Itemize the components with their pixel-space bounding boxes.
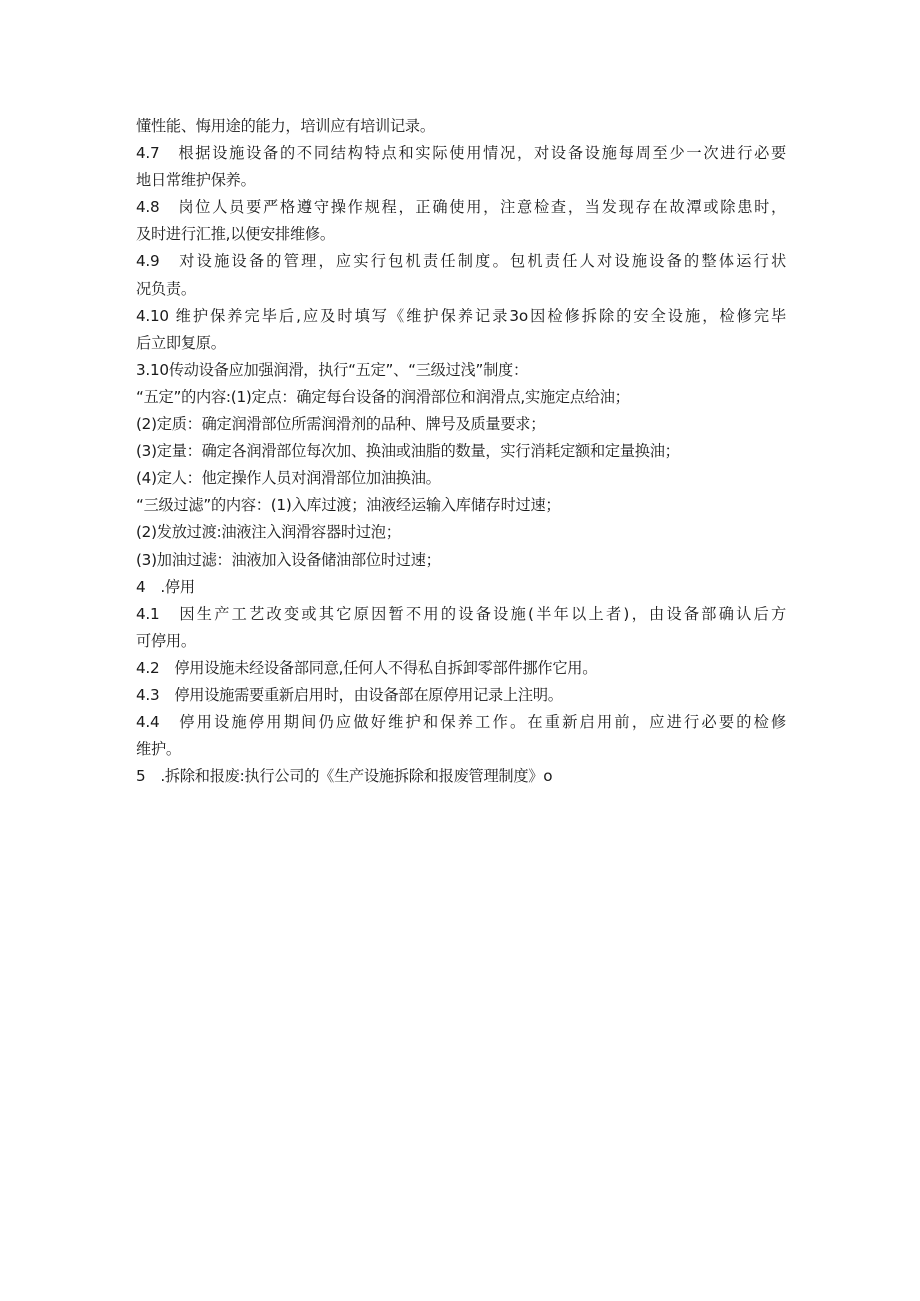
text-line: 后立即复原。 [136,333,226,352]
text-line: (2)定质：确定润滑部位所需润滑剂的品种、牌号及质量要求； [136,415,546,434]
text-line: “五定”的内容:(1)定点：确定每台设备的润滑部位和润滑点,实施定点给油； [136,387,630,406]
text-line: (3)定量：确定各润滑部位每次加、换油或油脂的数量，实行消耗定额和定量换油； [136,442,680,461]
text-line: 况负责。 [136,279,196,298]
text-line: 4.9 对设施设备的管理，应实行包机责任制度。包机责任人对设施设备的整体运行状 [136,252,786,271]
text-line: 4.3 停用设施需要重新启用时，由设备部在原停用记录上注明。 [136,685,563,704]
text-line: 4 .停用 [136,577,195,596]
text-line: 5 .拆除和报废:执行公司的《生产设施拆除和报废管理制度》o [136,767,553,786]
text-line: (3)加油过滤：油液加入设备储油部位时过速； [136,550,441,569]
text-line: 4.8 岗位人员要严格遵守操作规程，正确使用，注意检查，当发现存在故潭或除患时， [136,198,786,217]
text-line: 可停用。 [136,631,196,650]
text-line: 4.1 因生产工艺改变或其它原因暂不用的设备设施(半年以上者)，由设备部确认后方 [136,604,786,623]
text-line: 懂性能、悔用途的能力，培训应有培训记录。 [136,117,435,135]
text-line: (2)发放过渡:油液注入润滑容器时过泡； [136,523,401,542]
text-line: 3.10传动设备应加强润滑，执行“五定”、“三级过浅”制度： [136,360,528,379]
text-line: 及时进行汇推,以便安排维修。 [136,225,335,244]
text-line: (4)定人：他定操作人员对润滑部位加油换油。 [136,469,441,488]
document-body [136,113,786,790]
text-line: 4.10 维护保养完毕后,应及时填写《维护保养记录3o因检修拆除的安全设施，检修完毕 [136,306,786,325]
text-line: 4.4 停用设施停用期间仍应做好维护和保养工作。在重新启用前，应进行必要的检修 [136,713,786,732]
text-line: 地日常维护保养。 [136,171,256,190]
text-line: 4.7 根据设施设备的不同结构特点和实际使用情况，对设备设施每周至少一次进行必要 [136,144,786,163]
text-line: 维护。 [136,740,181,759]
text-line: 4.2 停用设施未经设备部同意,任何人不得私自拆卸零部件挪作它用。 [136,658,598,677]
text-line: “三级过滤”的内容：(1)入库过渡；油液经运输入库储存时过速； [136,496,561,515]
